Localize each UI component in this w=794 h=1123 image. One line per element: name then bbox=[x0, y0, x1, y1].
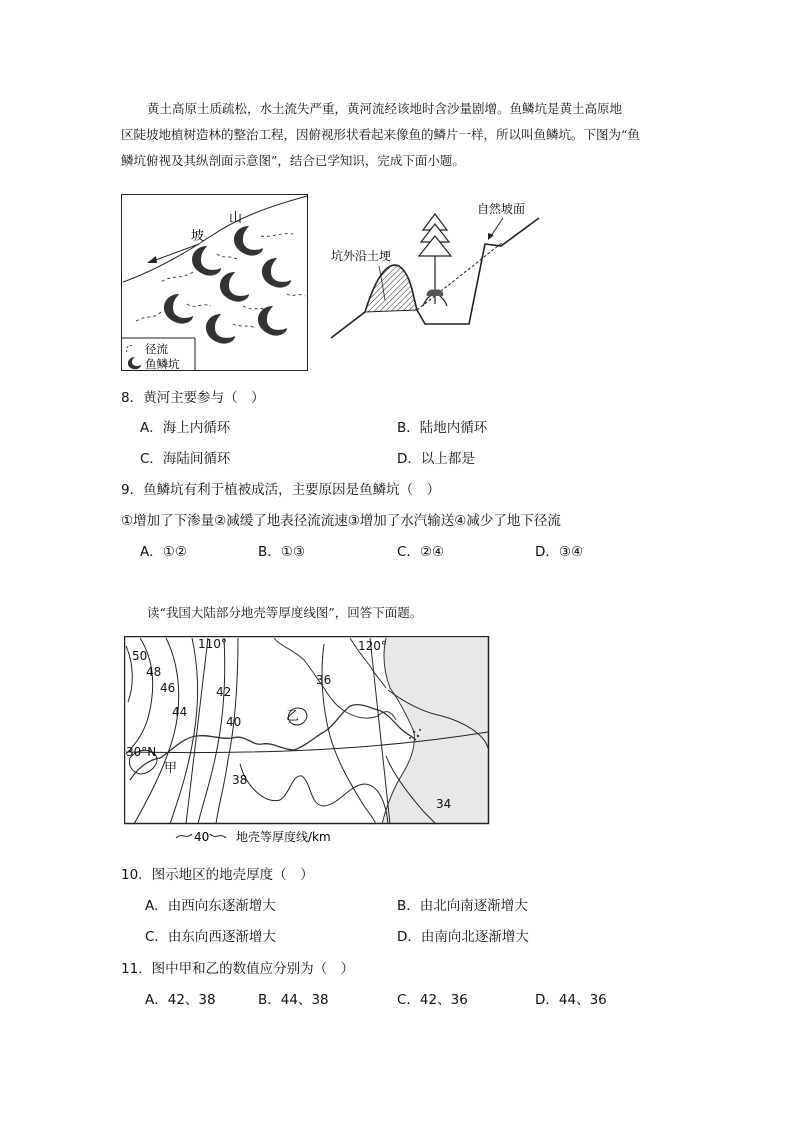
legend-text: 地壳等厚度线/km bbox=[236, 830, 331, 844]
lat-30-label: 30°N bbox=[126, 745, 157, 759]
lon-120-label: 120° bbox=[358, 639, 387, 653]
q9-option-b[interactable]: B．①③ bbox=[258, 544, 305, 560]
meridian-110 bbox=[186, 638, 208, 824]
slope-label: 坡 bbox=[191, 229, 205, 244]
q9-statements: ①增加了下渗量②减缓了地表径流流速③增加了水汽输送④减少了地下径流 bbox=[121, 513, 561, 529]
legend-isoline-icon bbox=[176, 834, 192, 838]
natural-slope-arrowhead-icon bbox=[488, 233, 494, 240]
q11-option-b[interactable]: B．44、38 bbox=[258, 992, 329, 1008]
q8-option-d[interactable]: D．以上都是 bbox=[397, 451, 475, 467]
q11-option-d[interactable]: D．44、36 bbox=[535, 992, 607, 1008]
q10-option-a[interactable]: A．由西向东逐渐增大 bbox=[145, 898, 276, 914]
isoline-label-48: 48 bbox=[146, 665, 162, 679]
sea-area bbox=[382, 638, 488, 824]
lon-110-label: 110° bbox=[198, 637, 227, 651]
intro-line-1: 黄土高原土质疏松，水土流失严重，黄河流经该地时含沙量剧增。鱼鳞坑是黄土高原地 bbox=[147, 101, 623, 116]
q8-option-b[interactable]: B．陆地内循环 bbox=[397, 420, 488, 436]
q9-stem: 9．鱼鳞坑有利于植被成活，主要原因是鱼鳞坑（ ） bbox=[121, 482, 441, 498]
isoline-label-50: 50 bbox=[132, 649, 148, 663]
isoline-label-40: 40 bbox=[226, 715, 242, 729]
q10-option-c[interactable]: C．由东向西逐渐增大 bbox=[145, 929, 276, 945]
q8-option-c[interactable]: C．海陆间循环 bbox=[140, 451, 231, 467]
intro-line-3: 鳞坑俯视及其纵剖面示意图”，结合已学知识，完成下面小题。 bbox=[121, 153, 465, 168]
tree-icon bbox=[419, 214, 451, 306]
intro-paragraph-1 bbox=[121, 96, 677, 174]
legend-value: 40 bbox=[194, 830, 210, 844]
q8-option-a[interactable]: A．海上内循环 bbox=[140, 420, 231, 436]
fish-scale-pit-section-figure bbox=[325, 196, 545, 346]
fish-scale-pit-plan-figure bbox=[121, 194, 309, 372]
crustal-thickness-map bbox=[124, 636, 490, 848]
q8-stem: 8．黄河主要参与（ ） bbox=[121, 390, 265, 406]
q11-option-c[interactable]: C．42、36 bbox=[397, 992, 468, 1008]
jia-label: 甲 bbox=[164, 761, 178, 776]
intro-paragraph-2: 读“我国大陆部分地壳等厚度线图”，回答下面题。 bbox=[147, 605, 423, 620]
isoline-label-34: 34 bbox=[436, 797, 452, 811]
q9-option-d[interactable]: D．③④ bbox=[535, 544, 584, 560]
isoline-label-44: 44 bbox=[172, 705, 188, 719]
q10-option-d[interactable]: D．由南向北逐渐增大 bbox=[397, 929, 529, 945]
q9-option-a[interactable]: A．①② bbox=[140, 544, 187, 560]
legend-pit-label: 鱼鳞坑 bbox=[145, 357, 180, 371]
isoline-label-42: 42 bbox=[216, 685, 232, 699]
q10-option-b[interactable]: B．由北向南逐渐增大 bbox=[397, 898, 528, 914]
q9-option-c[interactable]: C．②④ bbox=[397, 544, 445, 560]
legend-runoff-label: 径流 bbox=[145, 342, 168, 356]
isoline-label-38: 38 bbox=[232, 773, 248, 787]
intro-line-2: 区陡坡地植树造林的整治工程，因俯视形状看起来像鱼的鳞片一样，所以叫鱼鳞坑。下图为“鱼 bbox=[121, 127, 640, 142]
isoline-label-46: 46 bbox=[160, 681, 176, 695]
q11-stem: 11．图中甲和乙的数值应分别为（ ） bbox=[121, 961, 355, 977]
yi-label: 乙 bbox=[286, 709, 300, 724]
ridge-label: 坑外沿土埂 bbox=[331, 249, 392, 263]
q11-option-a[interactable]: A．42、38 bbox=[145, 992, 216, 1008]
mountain-label: 山 bbox=[229, 211, 243, 226]
isoline-label-36: 36 bbox=[316, 673, 332, 687]
natural-slope-label: 自然坡面 bbox=[477, 202, 526, 216]
q10-stem: 10．图示地区的地壳厚度（ ） bbox=[121, 867, 314, 883]
